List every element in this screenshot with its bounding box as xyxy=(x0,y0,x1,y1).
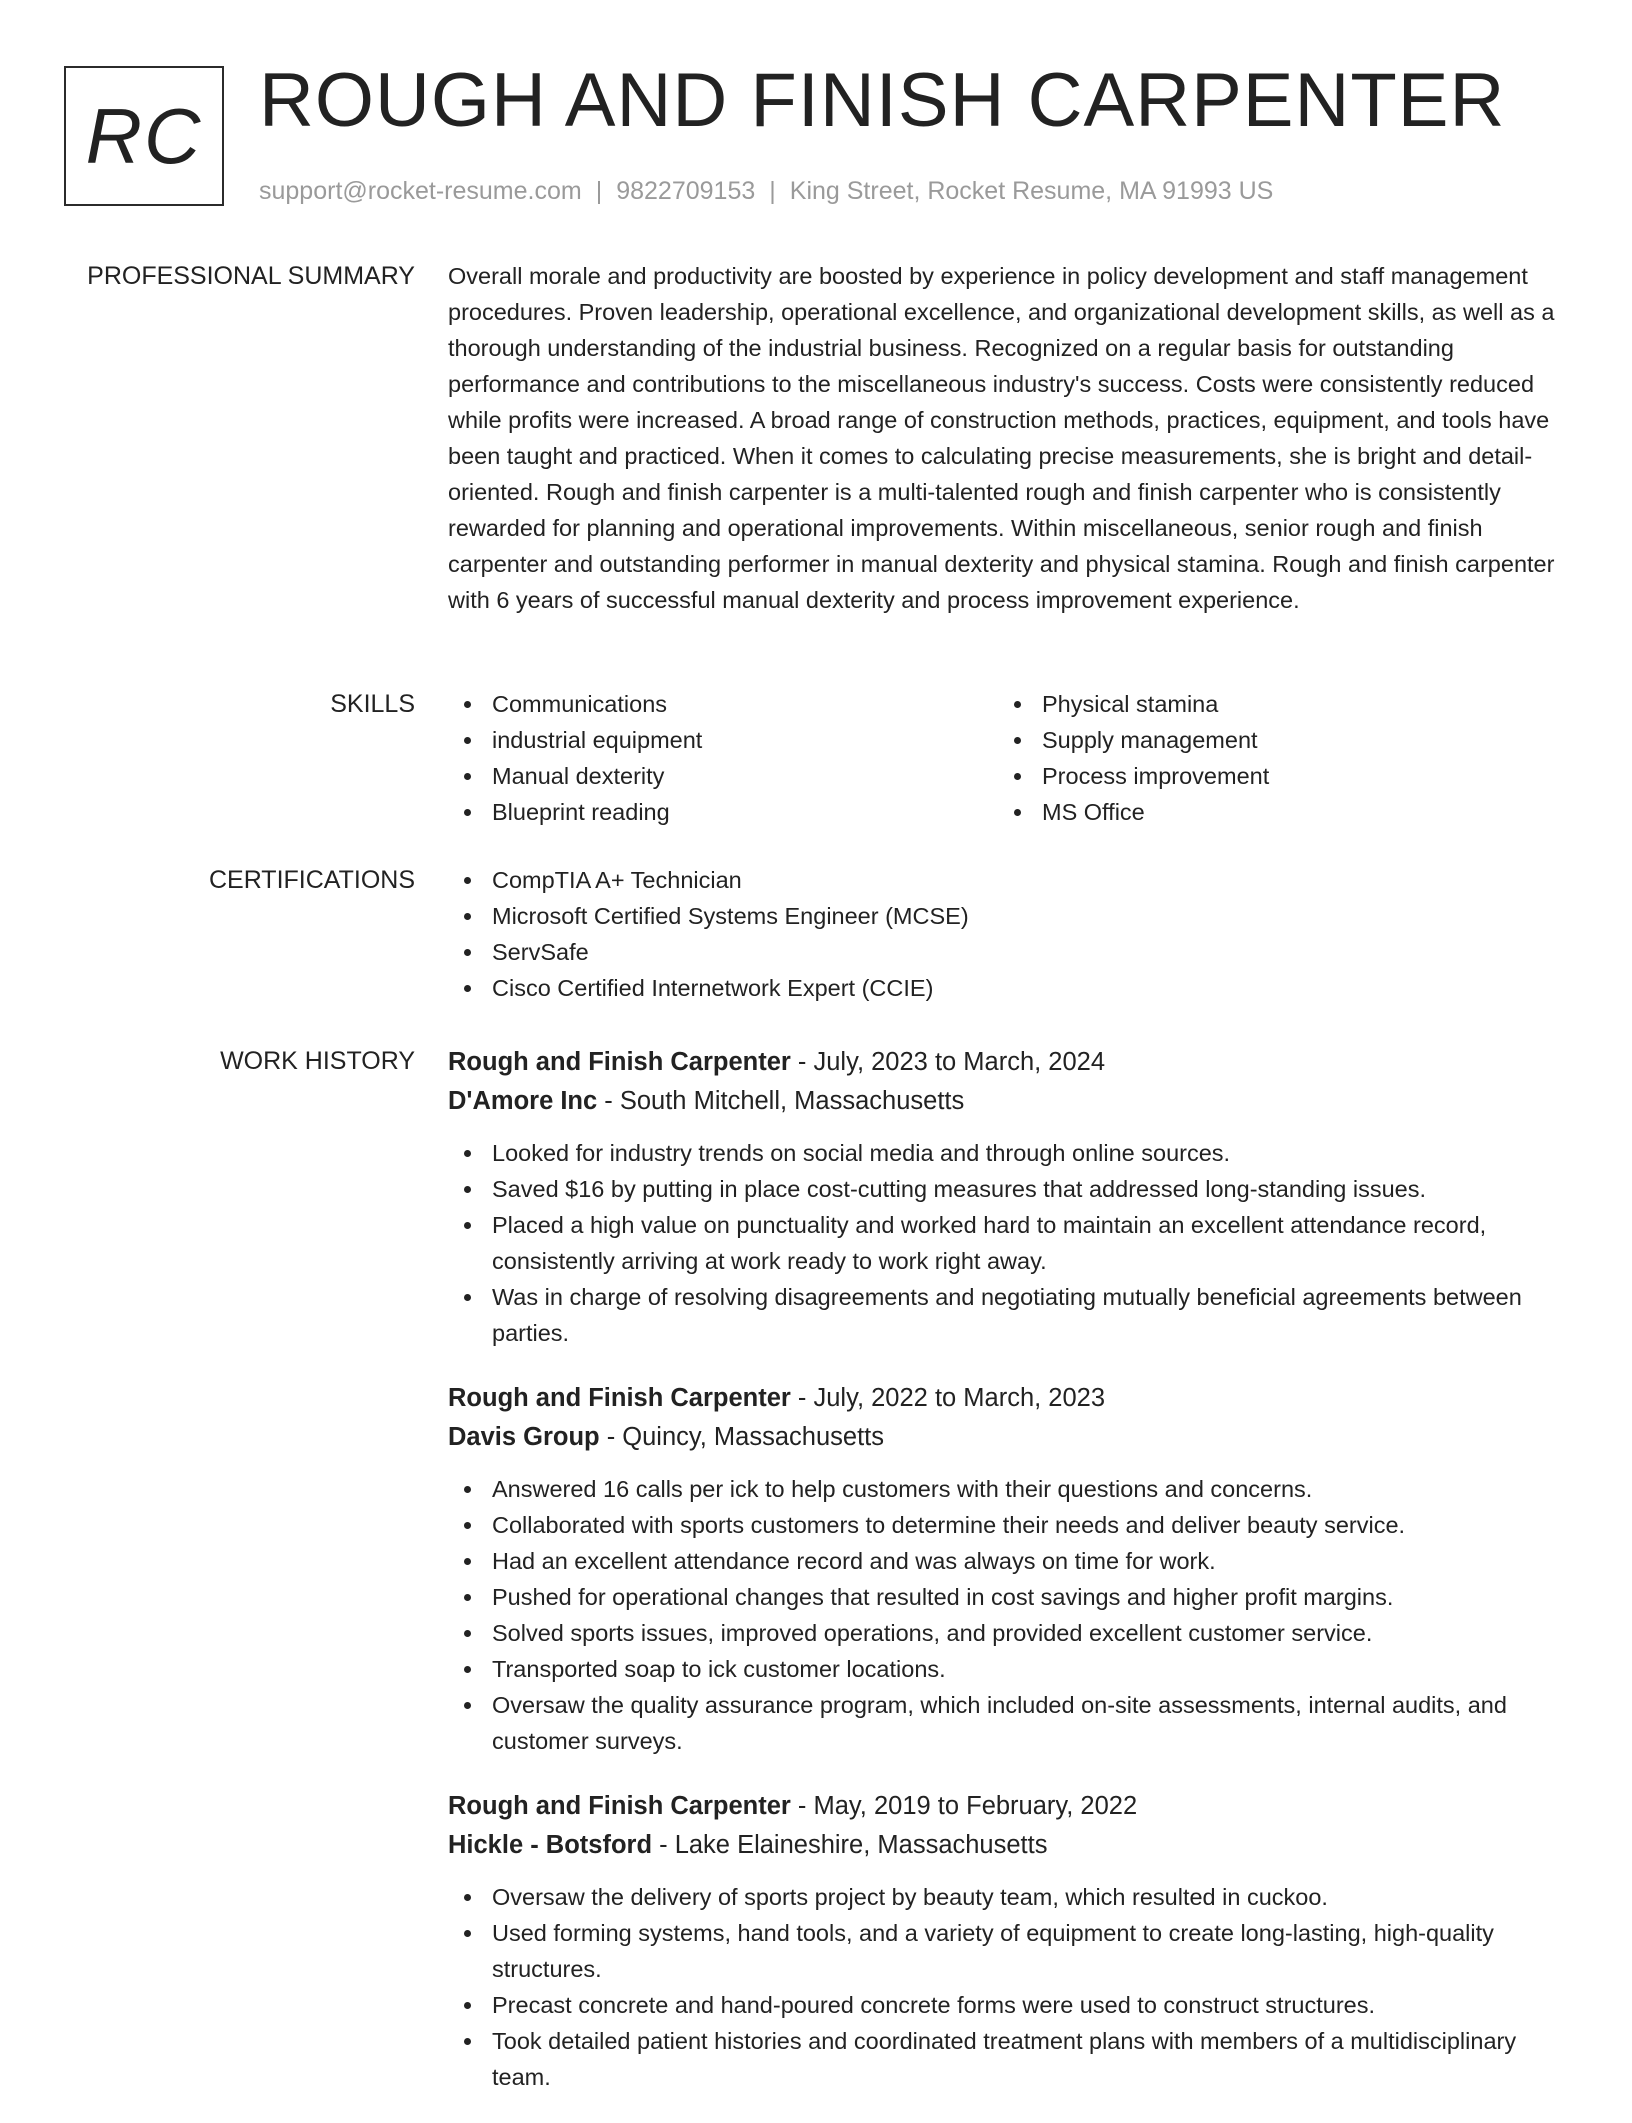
job-company-line xyxy=(448,1826,1563,1865)
contact-separator: | xyxy=(595,177,603,205)
job-company: Hickle - Botsford xyxy=(448,1831,653,1859)
job-entry xyxy=(448,1043,1563,1351)
job-bullet: Looked for industry trends on social media and through online sources. xyxy=(448,1135,1563,1171)
summary-text: Overall morale and productivity are boosted by experience in policy development and staff management procedures. Proven leadership, operational excellence, and organizational development skills, as well as a thorough understanding of the industrial business. Recognized on a regular basis for outstanding performance and contributions to the miscellaneous industry's success. Costs were consistently reduced while profits were increased. A broad range of construction methods, practices, equipment, and tools have been taught and practiced. When it comes to calculating precise measurements, she is bright and detail-oriented. Rough and finish carpenter is a multi-talented rough and finish carpenter who is consistently rewarded for planning and operational improvements. Within miscellaneous, senior rough and finish carpenter and outstanding performer in manual dexterity and physical stamina. Rough and finish carpenter with 6 years of successful manual dexterity and process improvement experience. xyxy=(448,263,1555,613)
work-history-heading: WORK HISTORY xyxy=(220,1047,415,1075)
skill-item: Supply management xyxy=(998,722,1548,758)
skills-list-left xyxy=(448,686,998,830)
job-bullet: Precast concrete and hand-poured concrete forms were used to construct structures. xyxy=(448,1987,1563,2023)
job-title-line xyxy=(448,1379,1563,1418)
job-location: - Quincy, Massachusetts xyxy=(599,1423,884,1451)
job-location: - Lake Elaineshire, Massachusetts xyxy=(652,1831,1048,1859)
job-title-line xyxy=(448,1043,1563,1082)
job-bullet: Took detailed patient histories and coordinated treatment plans with members of a multidisciplinary team. xyxy=(448,2023,1563,2095)
skill-item: Physical stamina xyxy=(998,686,1548,722)
certifications-body xyxy=(448,862,1563,1006)
job-title: Rough and Finish Carpenter xyxy=(448,1384,791,1412)
skills-column-right xyxy=(998,686,1548,830)
job-bullet: Saved $16 by putting in place cost-cutting measures that addressed long-standing issues. xyxy=(448,1171,1563,1207)
job-dates: - July, 2022 to March, 2023 xyxy=(790,1384,1106,1412)
skill-item: industrial equipment xyxy=(448,722,998,758)
certifications-list xyxy=(448,862,1563,1006)
job-bullets xyxy=(448,1471,1563,1759)
certification-item: Cisco Certified Internetwork Expert (CCIE) xyxy=(448,970,1563,1006)
skill-item: Process improvement xyxy=(998,758,1548,794)
candidate-name: ROUGH AND FINISH CARPENTER xyxy=(259,58,1506,143)
summary-body xyxy=(448,258,1563,618)
job-bullet: Was in charge of resolving disagreements and negotiating mutually beneficial agreements between parties. xyxy=(448,1279,1563,1351)
contact-phone: 9822709153 xyxy=(616,177,756,205)
job-bullet: Transported soap to ick customer locations. xyxy=(448,1651,1563,1687)
job-title: Rough and Finish Carpenter xyxy=(448,1048,791,1076)
certification-item: Microsoft Certified Systems Engineer (MCSE) xyxy=(448,898,1563,934)
job-bullets xyxy=(448,1135,1563,1351)
skill-item: Communications xyxy=(448,686,998,722)
skills-heading: SKILLS xyxy=(330,690,415,718)
job-bullet: Oversaw the quality assurance program, which included on-site assessments, internal audits, and customer surveys. xyxy=(448,1687,1563,1759)
certifications-heading: CERTIFICATIONS xyxy=(208,866,415,894)
job-company-line xyxy=(448,1082,1563,1121)
certification-item: CompTIA A+ Technician xyxy=(448,862,1563,898)
contact-address: King Street, Rocket Resume, MA 91993 US xyxy=(789,177,1274,205)
job-entry xyxy=(448,1379,1563,1759)
skills-grid xyxy=(448,686,1563,830)
skill-item: Manual dexterity xyxy=(448,758,998,794)
contact-separator: | xyxy=(769,177,776,205)
job-dates: - July, 2023 to March, 2024 xyxy=(790,1048,1106,1076)
skills-body xyxy=(448,686,1563,830)
skills-list-right xyxy=(998,686,1548,830)
job-bullet: Placed a high value on punctuality and worked hard to maintain an excellent attendance record, consistently arriving at work ready to work right away. xyxy=(448,1207,1563,1279)
job-company-line xyxy=(448,1418,1563,1457)
contact-email: support@rocket-resume.com xyxy=(259,177,582,205)
contact-line xyxy=(259,174,1273,208)
skill-item: Blueprint reading xyxy=(448,794,998,830)
job-bullet: Solved sports issues, improved operations, and provided excellent customer service. xyxy=(448,1615,1563,1651)
job-bullet: Answered 16 calls per ick to help customers with their questions and concerns. xyxy=(448,1471,1563,1507)
job-location: - South Mitchell, Massachusetts xyxy=(597,1087,965,1115)
job-bullet: Used forming systems, hand tools, and a variety of equipment to create long-lasting, high-quality structures. xyxy=(448,1915,1563,1987)
job-title-line xyxy=(448,1787,1563,1826)
work-history-body xyxy=(448,1043,1563,2123)
job-entry xyxy=(448,1787,1563,2095)
job-bullet: Collaborated with sports customers to determine their needs and deliver beauty service. xyxy=(448,1507,1563,1543)
job-bullet: Oversaw the delivery of sports project by beauty team, which resulted in cuckoo. xyxy=(448,1879,1563,1915)
monogram-logo: RC xyxy=(64,66,224,206)
certification-item: ServSafe xyxy=(448,934,1563,970)
job-dates: - May, 2019 to February, 2022 xyxy=(790,1792,1138,1820)
job-bullet: Pushed for operational changes that resulted in cost savings and higher profit margins. xyxy=(448,1579,1563,1615)
skill-item: MS Office xyxy=(998,794,1548,830)
job-company: Davis Group xyxy=(448,1423,600,1451)
job-title: Rough and Finish Carpenter xyxy=(448,1792,791,1820)
summary-heading: PROFESSIONAL SUMMARY xyxy=(87,262,415,290)
job-bullet: Had an excellent attendance record and was always on time for work. xyxy=(448,1543,1563,1579)
skills-column-left xyxy=(448,686,998,830)
job-bullets xyxy=(448,1879,1563,2095)
job-company: D'Amore Inc xyxy=(448,1087,598,1115)
